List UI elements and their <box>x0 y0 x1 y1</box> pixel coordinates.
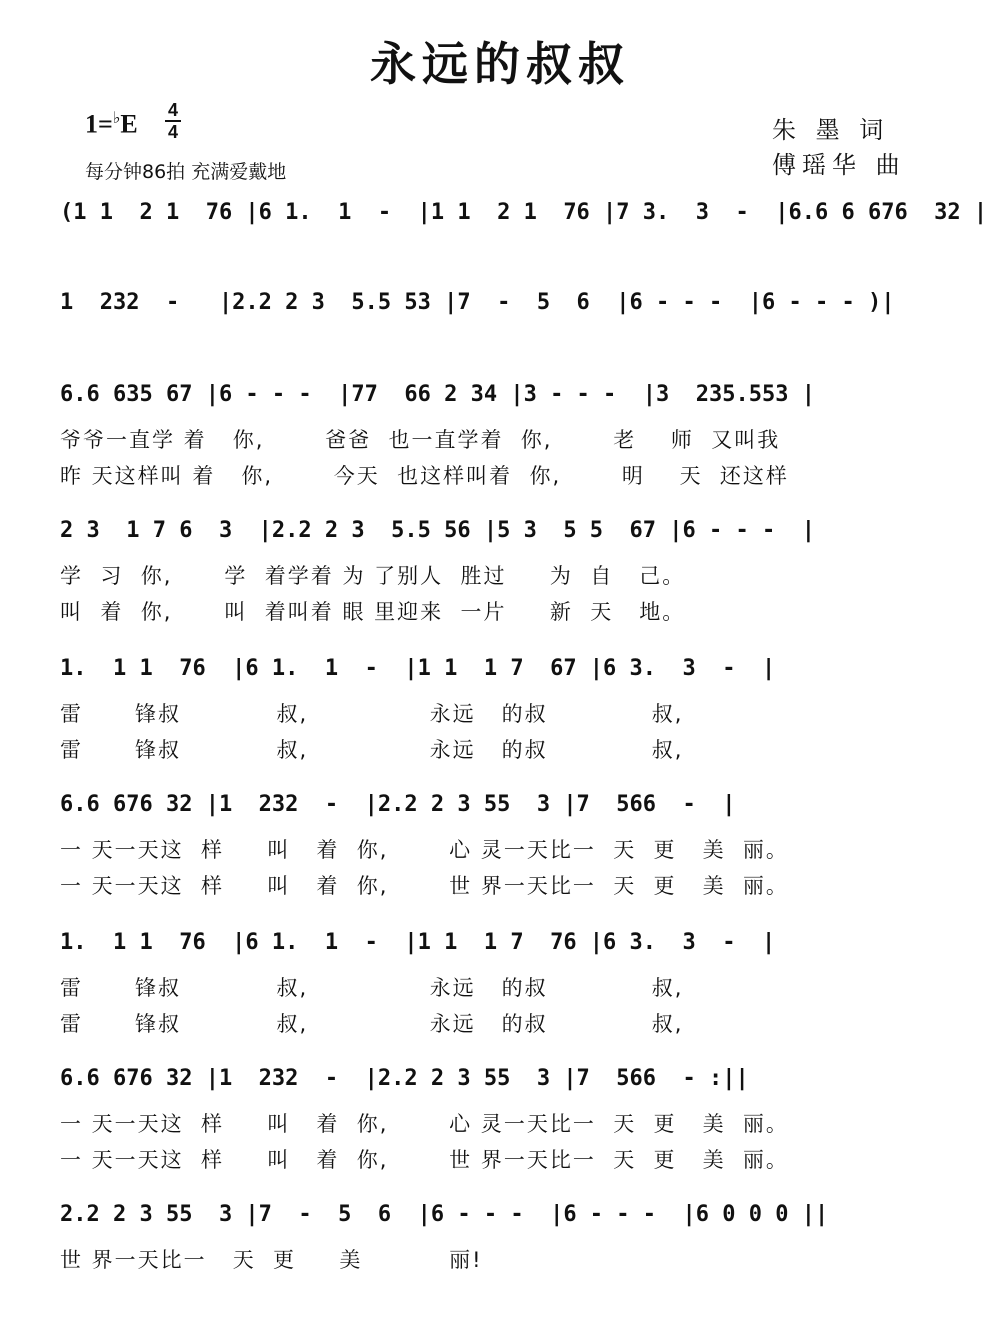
lyric-line: 雷 锋叔 叔, 永远 的叔 叔, <box>60 738 684 762</box>
lyric-line: 一 天一天这 样 叫 着 你, 世 界一天比一 天 更 美 丽。 <box>60 874 789 898</box>
tempo-marking: 每分钟86拍 充满爱戴地 <box>85 161 287 183</box>
notation-row: 6.6 676 32 |1 232 - |2.2 2 3 55 3 |7 566 - | <box>60 792 736 817</box>
time-signature <box>164 100 182 142</box>
lyric-line: 一 天一天这 样 叫 着 你, 心 灵一天比一 天 更 美 丽。 <box>60 1112 789 1136</box>
lyric-line: 爷爷一直学 着 你, 爸爸 也一直学着 你, 老 师 又叫我 <box>60 428 781 452</box>
time-top: 4 <box>167 100 178 120</box>
lyric-line: 雷 锋叔 叔, 永远 的叔 叔, <box>60 702 684 726</box>
notation-row: 1 232 - |2.2 2 3 5.5 53 |7 - 5 6 |6 - - - |6 - - - )| <box>60 290 895 315</box>
key-note: E <box>120 109 138 139</box>
lyric-line: 叫 着 你, 叫 着叫着 眼 里迎来 一片 新 天 地。 <box>60 600 686 624</box>
flat-symbol: ♭ <box>112 110 121 127</box>
notation-row: 2.2 2 3 55 3 |7 - 5 6 |6 - - - |6 - - - |6 0 0 0 || <box>60 1202 829 1227</box>
notation-row: 6.6 676 32 |1 232 - |2.2 2 3 55 3 |7 566 - :|| <box>60 1066 749 1091</box>
lyric-line: 一 天一天这 样 叫 着 你, 世 界一天比一 天 更 美 丽。 <box>60 1148 789 1172</box>
page-title: 永远的叔叔 <box>370 37 630 91</box>
lyricist-credit: 朱 墨 词 <box>772 116 890 144</box>
key-label: 1= <box>85 109 113 139</box>
lyric-line: 昨 天这样叫 着 你, 今天 也这样叫着 你, 明 天 还这样 <box>60 464 789 488</box>
lyric-line: 雷 锋叔 叔, 永远 的叔 叔, <box>60 976 684 1000</box>
lyric-line: 雷 锋叔 叔, 永远 的叔 叔, <box>60 1012 684 1036</box>
notation-row: (1 1 2 1 76 |6 1. 1 - |1 1 2 1 76 |7 3. 3 - |6.6 6 676 32 | <box>60 200 988 225</box>
notation-row: 1. 1 1 76 |6 1. 1 - |1 1 1 7 76 |6 3. 3 - | <box>60 930 776 955</box>
lyric-line: 世 界一天比一 天 更 美 丽! <box>60 1248 483 1272</box>
composer-credit: 傅瑶华 曲 <box>772 151 906 179</box>
notation-row: 1. 1 1 76 |6 1. 1 - |1 1 1 7 67 |6 3. 3 - | <box>60 656 776 681</box>
lyric-line: 一 天一天这 样 叫 着 你, 心 灵一天比一 天 更 美 丽。 <box>60 838 789 862</box>
lyric-line: 学 习 你, 学 着学着 为 了别人 胜过 为 自 己。 <box>60 564 686 588</box>
notation-row: 6.6 635 67 |6 - - - |77 66 2 34 |3 - - - |3 235.553 | <box>60 382 815 407</box>
notation-row: 2 3 1 7 6 3 |2.2 2 3 5.5 56 |5 3 5 5 67 |6 - - - | <box>60 518 815 543</box>
key-signature <box>85 108 138 140</box>
time-bottom: 4 <box>167 122 178 142</box>
